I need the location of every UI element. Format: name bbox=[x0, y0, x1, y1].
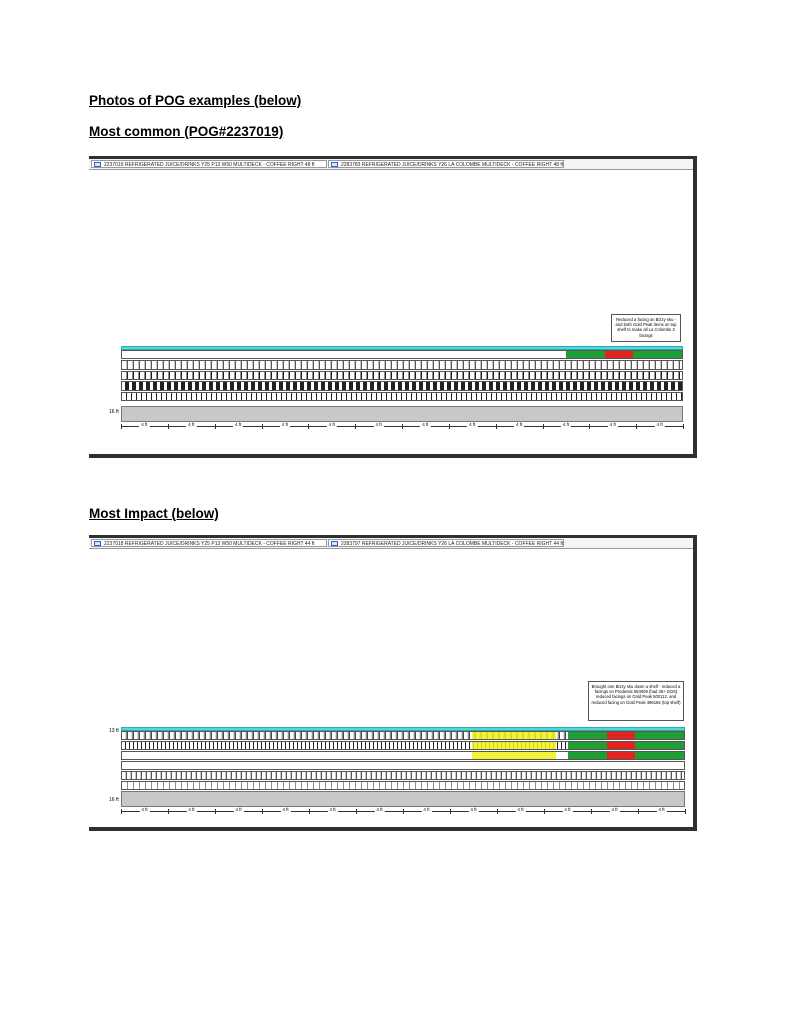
tab-pog-2237019[interactable] bbox=[91, 160, 327, 168]
most-common-heading: Most common (POG#2237019) bbox=[89, 124, 284, 139]
change-note: Reduced a facing on Bizzy sku - and both Gold Peak items on top shelf to make all La Colombe 3 facings bbox=[611, 314, 681, 342]
ruler-label: 4 ft bbox=[422, 422, 429, 427]
ruler-tick bbox=[496, 424, 497, 429]
shelf-row bbox=[121, 761, 685, 770]
change-note: Brought one Bizzy sku down a shelf - reduced a facings on Prodentix 554009 (had 35+ DOS) reduced facings on Gold Peak 500112. and reduced facing on Gold Peak 496155 (top shelf) bbox=[588, 681, 684, 721]
ruler-tick bbox=[262, 809, 263, 814]
ruler-label: 4 ft bbox=[564, 807, 571, 812]
ruler-tick bbox=[685, 809, 686, 814]
ruler-label: 4 ft bbox=[235, 807, 242, 812]
ruler-label: 4 ft bbox=[656, 422, 663, 427]
ruler-label: 4 ft bbox=[469, 422, 476, 427]
height-label: 16 ft bbox=[109, 409, 119, 415]
shelf-row bbox=[121, 741, 685, 750]
tab-pog-2237018[interactable] bbox=[91, 539, 327, 547]
ruler-tick bbox=[450, 809, 451, 814]
document-icon bbox=[331, 541, 338, 546]
shelf-row bbox=[121, 350, 683, 359]
tab-label: 2283797 REFRIGERATED JUICE/DRINKS Y26 LA COLOMBE MULTIDECK - COFFEE RIGHT 44 ft bbox=[341, 541, 564, 547]
highlighted-products bbox=[607, 732, 635, 739]
planogram-fixture bbox=[121, 346, 683, 398]
ruler-label: 4 ft bbox=[375, 422, 382, 427]
ruler-tick bbox=[215, 424, 216, 429]
ruler-tick bbox=[121, 809, 122, 814]
ruler-label: 4 ft bbox=[515, 422, 523, 427]
ruler-label: 4 ft bbox=[562, 422, 570, 427]
ruler-label: 4 ft bbox=[328, 422, 335, 427]
ruler-label: 4 ft bbox=[141, 807, 148, 812]
shelf-row bbox=[121, 381, 683, 390]
shelf-row bbox=[121, 751, 685, 760]
ruler bbox=[121, 807, 685, 815]
ruler-label: 4 ft bbox=[611, 807, 618, 812]
ruler-label: 4 ft bbox=[517, 807, 524, 812]
ruler-tick bbox=[589, 424, 590, 429]
tab-label: 2283783 REFRIGERATED JUICE/DRINKS Y26 LA COLOMBE MULTIDECK - COFFEE RIGHT 48 ft bbox=[341, 162, 564, 168]
fixture-base bbox=[121, 406, 683, 422]
planogram-screenshot-1 bbox=[89, 156, 697, 458]
ruler-tick bbox=[309, 809, 310, 814]
ruler-label: 4 ft bbox=[609, 422, 616, 427]
ruler-label: 4 ft bbox=[470, 807, 477, 812]
ruler-tick bbox=[638, 809, 639, 814]
ruler-tick bbox=[262, 424, 263, 429]
height-label-top: 13 ft bbox=[109, 728, 119, 734]
highlighted-products bbox=[607, 742, 635, 749]
ruler-tick bbox=[591, 809, 592, 814]
document-icon bbox=[94, 162, 101, 167]
ruler-tick bbox=[402, 424, 403, 429]
shelf-row bbox=[121, 392, 683, 401]
tab-pog-2283797[interactable] bbox=[328, 539, 564, 547]
ruler-label: 4 ft bbox=[188, 807, 195, 812]
ruler-tick bbox=[544, 809, 545, 814]
tab-bar bbox=[89, 159, 693, 170]
tab-label: 2237019 REFRIGERATED JUICE/DRINKS Y25 P13 W50 MULTIDECK - COFFEE RIGHT 48 ft bbox=[104, 162, 315, 168]
ruler bbox=[121, 422, 683, 430]
ruler-tick bbox=[683, 424, 684, 429]
height-label: 16 ft bbox=[109, 797, 119, 803]
photos-heading: Photos of POG examples (below) bbox=[89, 93, 302, 108]
shelf-row bbox=[121, 771, 685, 780]
document-icon bbox=[331, 162, 338, 167]
ruler-tick bbox=[355, 424, 356, 429]
ruler-tick bbox=[356, 809, 357, 814]
ruler-label: 4 ft bbox=[658, 807, 665, 812]
ruler-label: 4 ft bbox=[282, 807, 289, 812]
ruler-tick bbox=[497, 809, 498, 814]
highlighted-products bbox=[472, 732, 557, 739]
ruler-tick bbox=[308, 424, 309, 429]
ruler-tick bbox=[403, 809, 404, 814]
planogram-fixture bbox=[121, 727, 685, 787]
tab-bar bbox=[89, 538, 693, 549]
ruler-label: 4 ft bbox=[141, 422, 148, 427]
ruler-tick bbox=[449, 424, 450, 429]
ruler-tick bbox=[215, 809, 216, 814]
fixture-base bbox=[121, 791, 685, 807]
highlighted-products bbox=[605, 351, 633, 358]
highlighted-products bbox=[472, 752, 557, 759]
shelf-row bbox=[121, 781, 685, 790]
ruler-tick bbox=[636, 424, 637, 429]
most-impact-heading: Most Impact (below) bbox=[89, 506, 219, 521]
ruler-tick bbox=[168, 424, 169, 429]
shelf-row bbox=[121, 371, 683, 380]
planogram-screenshot-2 bbox=[89, 535, 697, 831]
ruler-label: 4 ft bbox=[376, 807, 383, 812]
ruler-label: 4 ft bbox=[329, 807, 336, 812]
tab-pog-2283783[interactable] bbox=[328, 160, 564, 168]
document-icon bbox=[94, 541, 101, 546]
shelf-row bbox=[121, 360, 683, 369]
ruler-label: 4 ft bbox=[423, 807, 430, 812]
shelf-row bbox=[121, 731, 685, 740]
ruler-tick bbox=[121, 424, 122, 429]
ruler-tick bbox=[168, 809, 169, 814]
ruler-label: 4 ft bbox=[188, 422, 195, 427]
highlighted-products bbox=[607, 752, 635, 759]
ruler-label: 4 ft bbox=[234, 422, 242, 427]
highlighted-products bbox=[472, 742, 557, 749]
ruler-label: 4 ft bbox=[281, 422, 289, 427]
ruler-tick bbox=[543, 424, 544, 429]
tab-label: 2237018 REFRIGERATED JUICE/DRINKS Y25 P13 W50 MULTIDECK - COFFEE RIGHT 44 ft bbox=[104, 541, 315, 547]
